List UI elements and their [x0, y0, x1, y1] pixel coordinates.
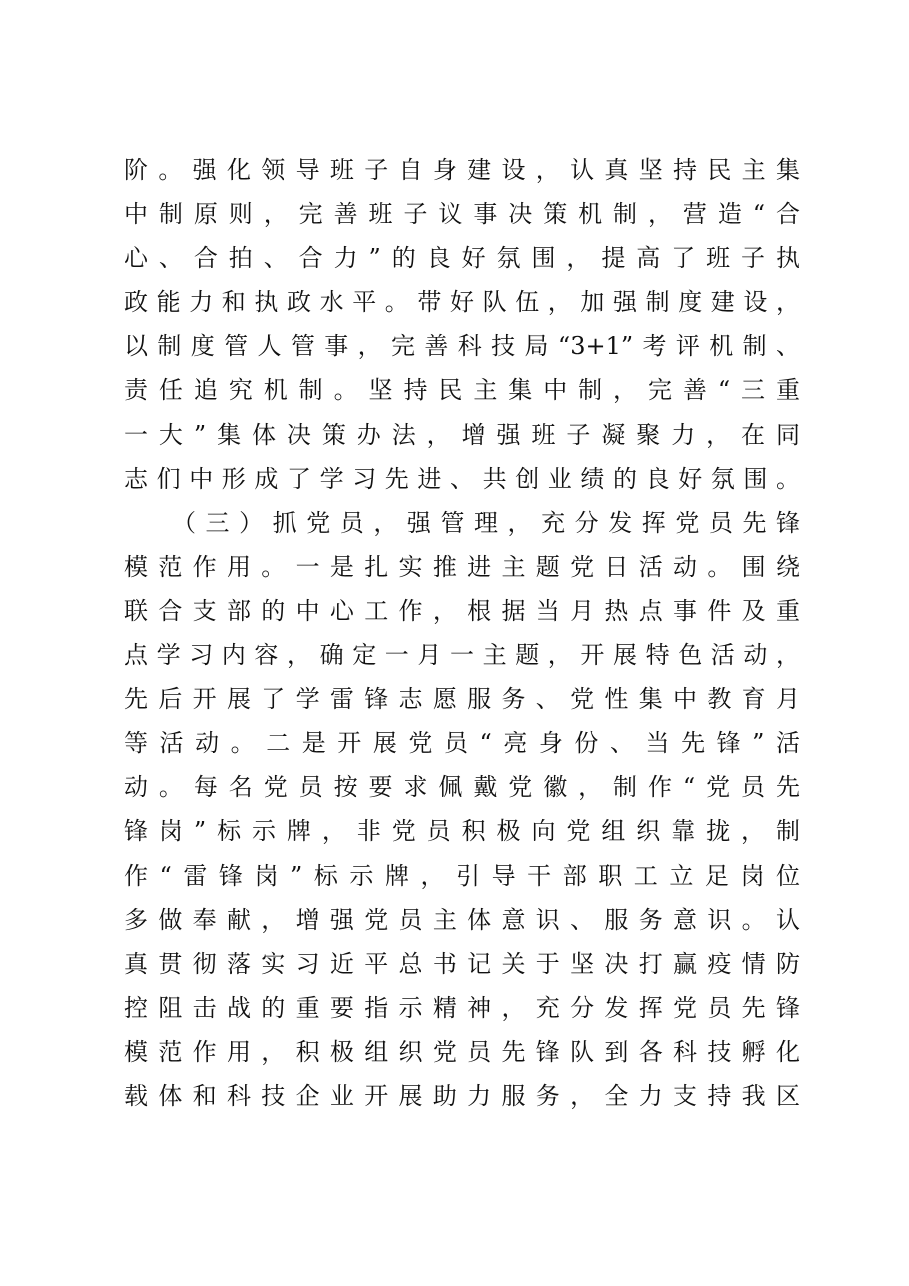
text-line: 先后开展了学雷锋志愿服务、党性集中教育月: [124, 685, 800, 714]
text-line: 政能力和执政水平。带好队伍，加强制度建设，: [124, 288, 800, 317]
section-heading-line: （三）抓党员，强管理，充分发挥党员先锋: [172, 508, 800, 537]
text-line: 锋岗”标示牌，非党员积极向党组织靠拢，制: [124, 817, 800, 846]
text-line: 动。每名党员按要求佩戴党徽，制作“党员先: [124, 773, 800, 802]
text-line: 作“雷锋岗”标示牌，引导干部职工立足岗位: [124, 861, 800, 890]
text-line: 志们中形成了学习先进、共创业绩的良好氛围。: [124, 464, 800, 493]
text-line: 阶。强化领导班子自身建设，认真坚持民主集: [124, 156, 800, 184]
text-line: 以制度管人管事，完善科技局“3+1”考评机制、: [124, 332, 800, 361]
text-line: 联合支部的中心工作，根据当月热点事件及重: [124, 596, 800, 625]
text-line: 控阻击战的重要指示精神，充分发挥党员先锋: [124, 993, 800, 1022]
text-line: 等活动。二是开展党员“亮身份、当先锋”活: [124, 729, 800, 758]
text-line: 模范作用，积极组织党员先锋队到各科技孵化: [124, 1037, 800, 1066]
text-line: 一大”集体决策办法，增强班子凝聚力，在同: [124, 420, 800, 449]
text-line: 模范作用。一是扎实推进主题党日活动。围绕: [124, 552, 800, 581]
text-line: 点学习内容，确定一月一主题，开展特色活动，: [124, 641, 800, 670]
body-text: [124, 148, 800, 1118]
text-line: 载体和科技企业开展助力服务，全力支持我区: [124, 1081, 800, 1110]
text-line: 责任追究机制。坚持民主集中制，完善“三重: [124, 376, 800, 405]
text-line: 中制原则，完善班子议事决策机制，营造“合: [124, 200, 800, 229]
text-line: 真贯彻落实习近平总书记关于坚决打赢疫情防: [124, 949, 800, 978]
text-line: 心、合拍、合力”的良好氛围，提高了班子执: [124, 244, 800, 273]
text-line: 多做奉献，增强党员主体意识、服务意识。认: [124, 905, 800, 934]
